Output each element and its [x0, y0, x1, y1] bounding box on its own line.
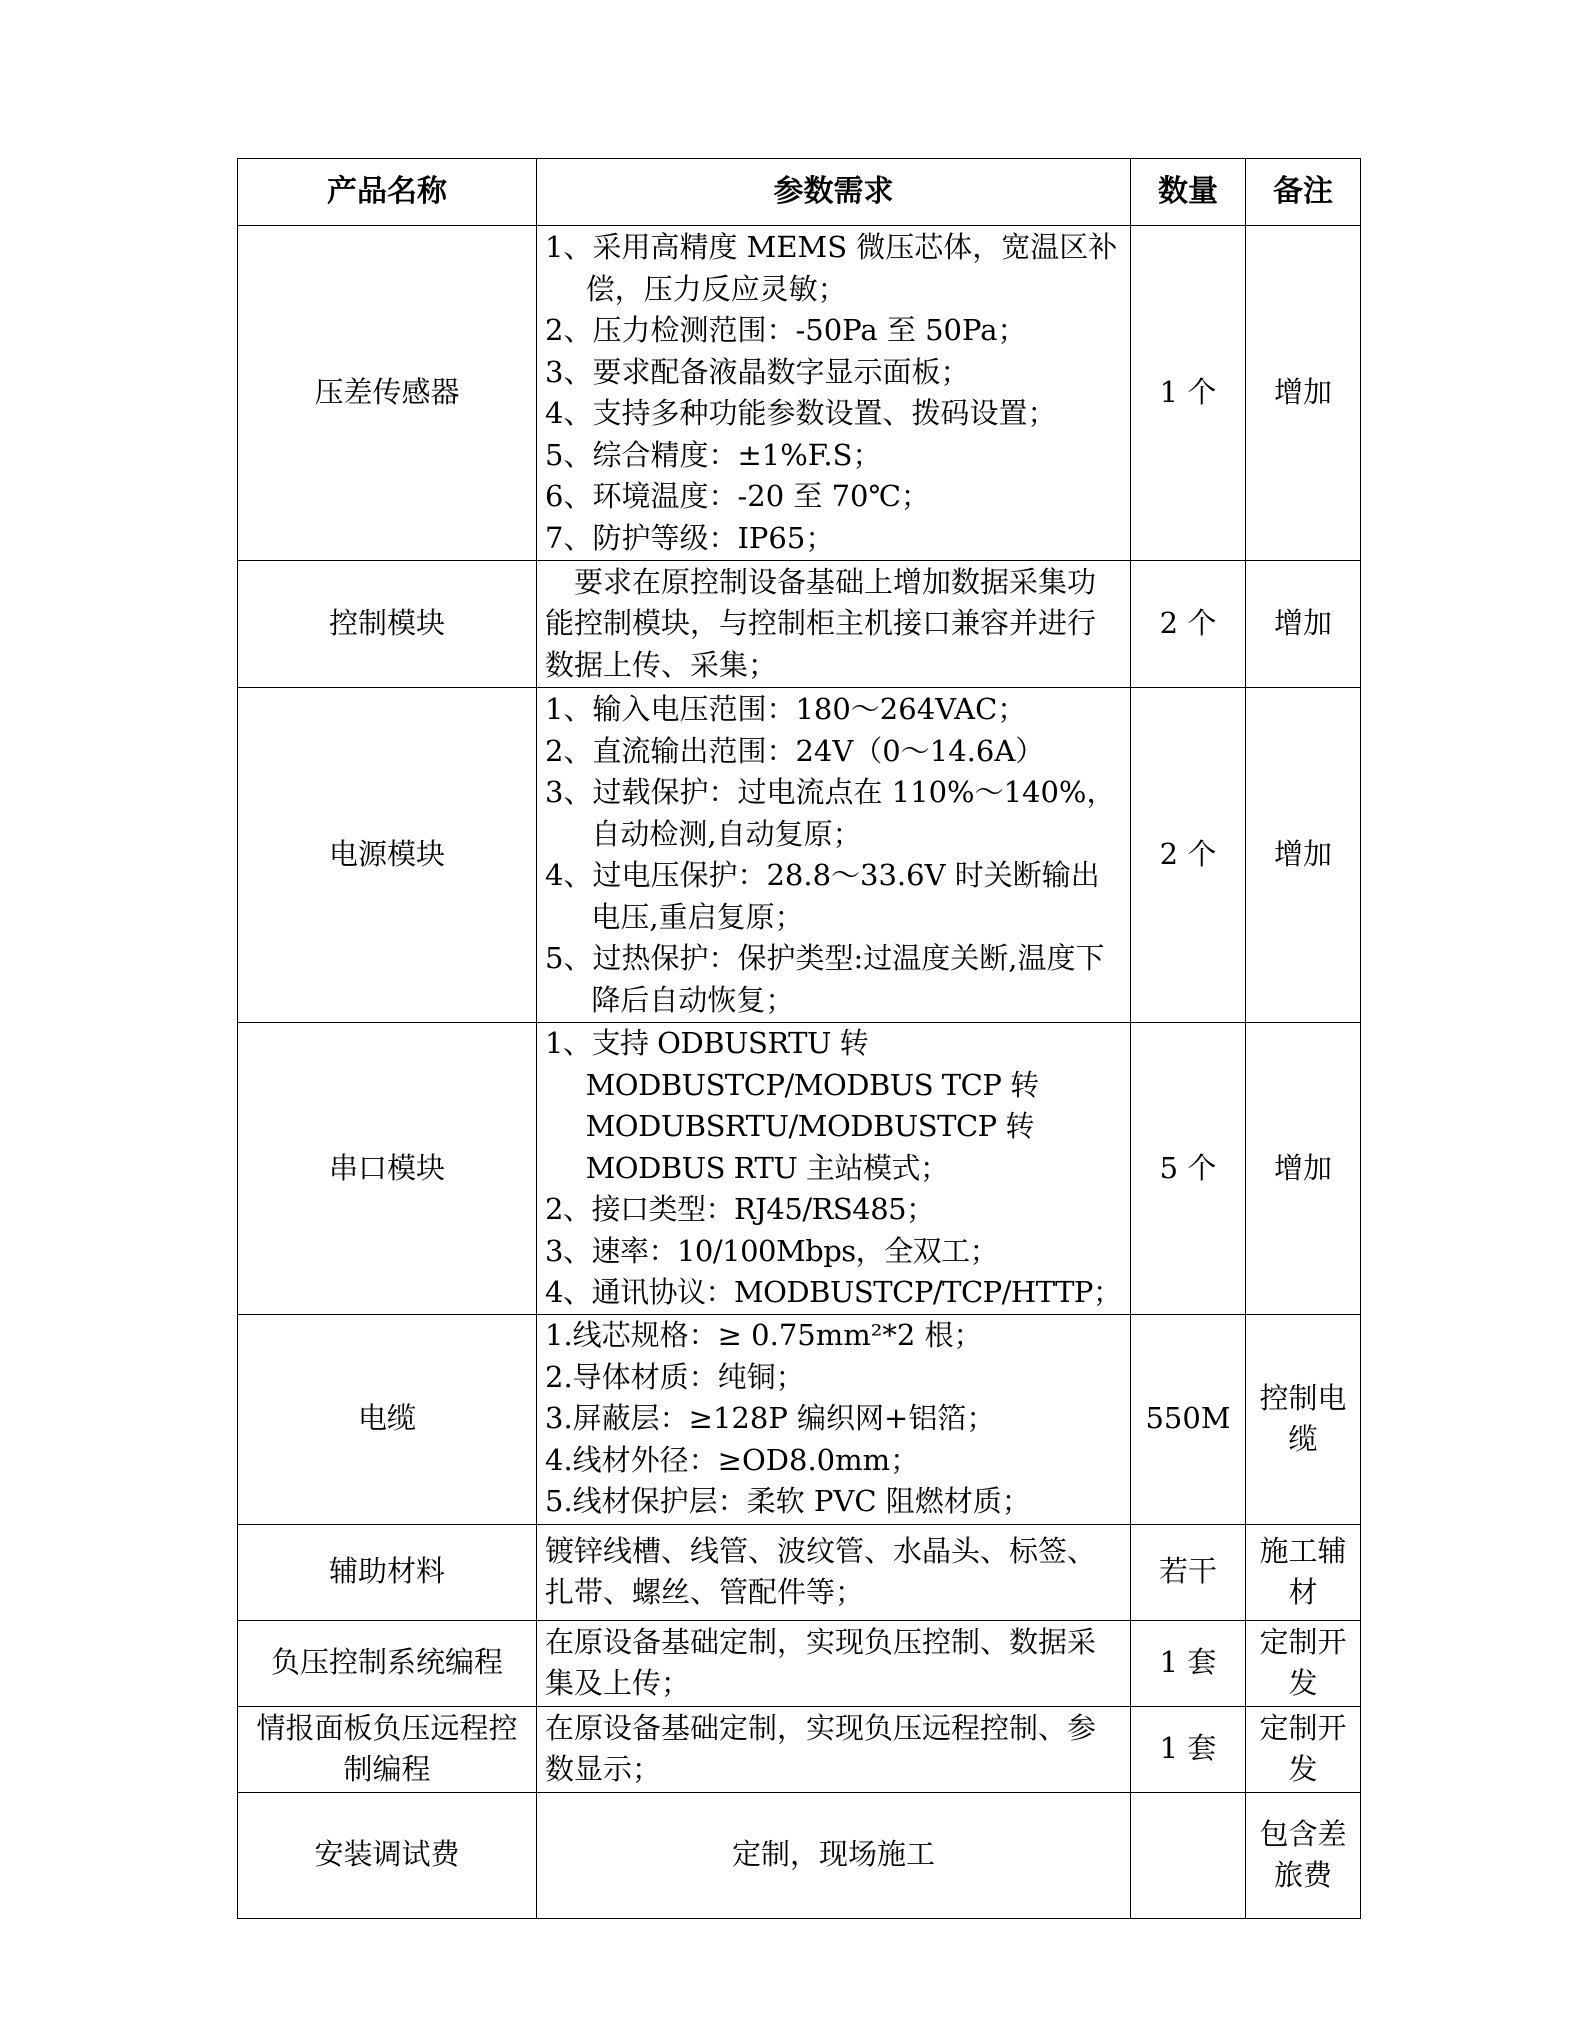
quantity: 550M — [1131, 1314, 1246, 1524]
table-row — [238, 226, 1361, 561]
header-row — [238, 159, 1361, 226]
param-cell — [537, 1524, 1131, 1620]
param-line: 4、通讯协议：MODBUSTCP/TCP/HTTP； — [545, 1275, 1122, 1309]
table-row — [238, 1524, 1361, 1620]
quantity: 若干 — [1131, 1524, 1246, 1620]
note: 增加 — [1246, 1023, 1361, 1315]
note: 定制开发 — [1246, 1620, 1361, 1706]
note: 施工辅材 — [1246, 1524, 1361, 1620]
product-name: 安装调试费 — [238, 1792, 537, 1918]
param-cell — [537, 1023, 1131, 1315]
header-note: 备注 — [1246, 159, 1361, 226]
table-row — [238, 1314, 1361, 1524]
quantity: 2 个 — [1131, 688, 1246, 1023]
param-line: 1.线芯规格：≥ 0.75mm²*2 根； — [545, 1318, 983, 1353]
param-line: 3、速率：10/100Mbps，全双工； — [545, 1233, 999, 1268]
product-name: 情报面板负压远程控制编程 — [238, 1706, 537, 1792]
param-line: 4.线材外径：≥OD8.0mm； — [545, 1442, 920, 1477]
param-line: 镀锌线槽、线管、波纹管、水晶头、标签、扎带、螺丝、管配件等； — [545, 1533, 1097, 1609]
quantity: 2 个 — [1131, 561, 1246, 688]
table-row — [238, 1620, 1361, 1706]
note: 增加 — [1246, 561, 1361, 688]
product-name: 控制模块 — [238, 561, 537, 688]
product-name: 串口模块 — [238, 1023, 537, 1315]
param-line: 7、防护等级：IP65； — [545, 520, 835, 555]
param-cell — [537, 1314, 1131, 1524]
param-cell — [537, 226, 1131, 561]
spec-table — [237, 158, 1361, 1919]
param-line: 1、输入电压范围：180～264VAC； — [545, 692, 1027, 726]
table-row — [238, 561, 1361, 688]
quantity: 1 套 — [1131, 1620, 1246, 1706]
param-line: 2、压力检测范围：-50Pa 至 50Pa； — [545, 313, 1027, 347]
param-line: 在原设备基础定制，实现负压远程控制、参数显示； — [545, 1710, 1097, 1786]
param-line: 5、综合精度：±1%F.S； — [545, 437, 882, 472]
param-line: 2.导体材质：纯铜； — [545, 1359, 805, 1394]
product-name: 电源模块 — [238, 688, 537, 1023]
table-row — [238, 688, 1361, 1023]
quantity: 5 个 — [1131, 1023, 1246, 1315]
note: 增加 — [1246, 226, 1361, 561]
quantity — [1131, 1792, 1246, 1918]
param-line: 要求在原控制设备基础上增加数据采集功能控制模块，与控制柜主机接口兼容并进行数据上传、采集； — [545, 564, 1097, 682]
product-name: 辅助材料 — [238, 1524, 537, 1620]
param-line: 1、采用高精度 MEMS 微压芯体，宽温区补偿，压力反应灵敏； — [545, 230, 1118, 306]
param-line: 定制，现场施工 — [731, 1837, 935, 1872]
quantity: 1 套 — [1131, 1706, 1246, 1792]
header-params: 参数需求 — [537, 159, 1131, 226]
param-line: 在原设备基础定制，实现负压控制、数据采集及上传； — [545, 1624, 1097, 1700]
note: 包含差旅费 — [1246, 1792, 1361, 1918]
param-line: 3、过载保护：过电流点在 110%～140%，自动检测,自动复原； — [545, 775, 1116, 851]
quantity: 1 个 — [1131, 226, 1246, 561]
param-line: 5.线材保护层：柔软 PVC 阻燃材质； — [545, 1484, 1031, 1519]
product-name: 压差传感器 — [238, 226, 537, 561]
param-line: 5、过热保护：保护类型:过温度关断,温度下降后自动恢复； — [545, 941, 1105, 1017]
param-line: 1、支持 ODBUSRTU 转 MODBUSTCP/MODBUS TCP 转 MODUBSRTU/MODBUSTCP 转 MODBUS RTU 主站模式； — [545, 1026, 1039, 1185]
table-row — [238, 1706, 1361, 1792]
product-name: 电缆 — [238, 1314, 537, 1524]
param-cell — [537, 1620, 1131, 1706]
note: 定制开发 — [1246, 1706, 1361, 1792]
param-cell — [537, 688, 1131, 1023]
param-line: 6、环境温度：-20 至 70℃； — [545, 479, 930, 513]
param-cell — [537, 561, 1131, 688]
note: 增加 — [1246, 688, 1361, 1023]
table-row — [238, 1792, 1361, 1918]
param-line: 4、过电压保护：28.8～33.6V 时关断输出电压,重启复原； — [545, 858, 1100, 934]
param-cell — [537, 1792, 1131, 1918]
note: 控制电缆 — [1246, 1314, 1361, 1524]
param-line: 3、要求配备液晶数字显示面板； — [545, 354, 970, 389]
header-product-name: 产品名称 — [238, 159, 537, 226]
param-cell — [537, 1706, 1131, 1792]
param-line: 4、支持多种功能参数设置、拨码设置； — [545, 396, 1057, 430]
param-line: 3.屏蔽层：≥128P 编织网+铝箔； — [545, 1401, 996, 1436]
table-row — [238, 1023, 1361, 1315]
param-line: 2、直流输出范围：24V（0～14.6A） — [545, 733, 1045, 768]
product-name: 负压控制系统编程 — [238, 1620, 537, 1706]
param-line: 2、接口类型：RJ45/RS485； — [545, 1192, 935, 1226]
header-quantity: 数量 — [1131, 159, 1246, 226]
